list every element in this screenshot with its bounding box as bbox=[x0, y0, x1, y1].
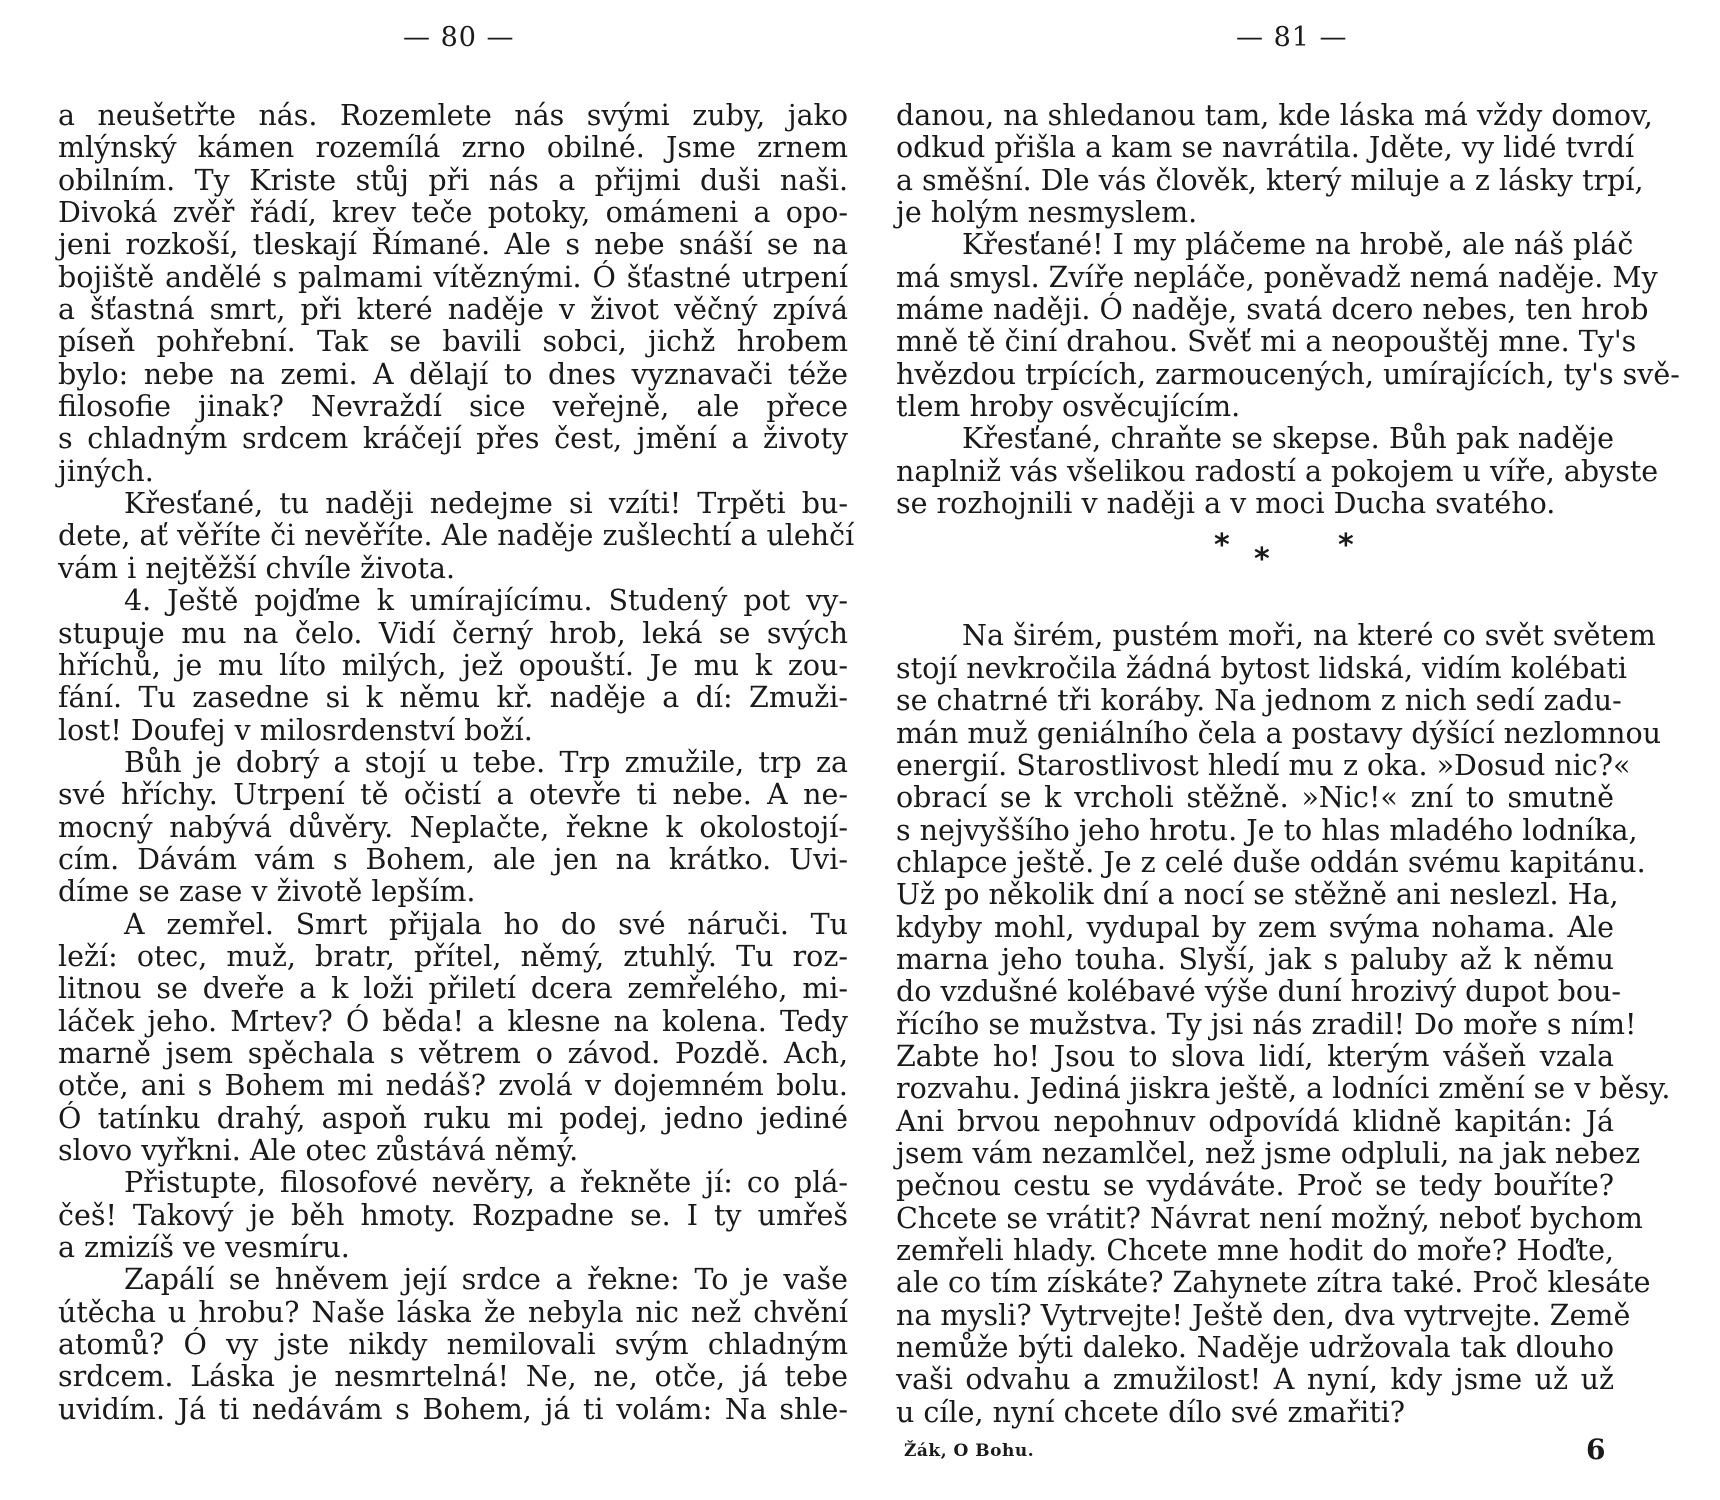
text-line: Křesťané, tu naději nedejme si vzíti! Trpěti bu- bbox=[124, 487, 848, 521]
text-line: řícího se mužstva. Ty jsi nás zradil! Do moře s ním! bbox=[896, 1007, 1637, 1041]
text-line: Divoká zvěř řádí, krev teče potoky, omámeni a opo- bbox=[58, 196, 848, 230]
text-line: u cíle, nyní chcete dílo své zmařiti? bbox=[896, 1395, 1406, 1429]
text-line: jsem vám nezamlčel, než jsme odpluli, na jak nebez bbox=[896, 1136, 1641, 1170]
text-line: tlem hroby osvěcujícím. bbox=[896, 390, 1241, 424]
text-line: Na širém, pustém moři, na které co svět světem bbox=[962, 619, 1656, 653]
page-number-left: — 80 — bbox=[403, 22, 515, 53]
text-line: ale co tím získáte? Zahynete zítra také. Proč klesáte bbox=[896, 1266, 1651, 1300]
text-line: mán muž geniálního čela a postavy dýšící nezlomnou bbox=[896, 716, 1662, 750]
text-line: mně tě činí drahou. Svěť mi a neopouštěj mne. Ty's bbox=[896, 325, 1637, 359]
text-line: Bůh je dobrý a stojí u tebe. Trp zmužile, trp za bbox=[124, 745, 848, 779]
text-line: Ani brvou nepohnuv odpovídá klidně kapitán: Já bbox=[896, 1104, 1614, 1138]
text-line: bylo: nebe na zemi. A dělají to dnes vyznavači téže bbox=[58, 357, 848, 391]
text-line: marně jsem spěchala s větrem o závod. Pozdě. Ach, bbox=[58, 1036, 848, 1070]
page-footer bbox=[896, 1435, 1614, 1475]
text-line: díme se zase v životě lepším. bbox=[58, 875, 476, 909]
left-page-text bbox=[58, 99, 855, 1426]
text-line: hvězdou trpících, zarmoucených, umírajících, ty's svě- bbox=[896, 357, 1680, 391]
text-line: nemůže býti daleko. Naděje udržovala tak dlouho bbox=[896, 1331, 1614, 1365]
text-line: s nejvyššího jeho hrotu. Je to hlas mladého lodníka, bbox=[896, 813, 1638, 847]
text-line: Křesťané! I my pláčeme na hrobě, ale náš pláč bbox=[962, 228, 1634, 262]
text-line: atomů? Ó vy jste nikdy nemilovali svým chladným bbox=[58, 1328, 848, 1362]
text-line: Přistupte, filosofové nevěry, a řekněte jí: co plá- bbox=[124, 1166, 848, 1200]
text-line: se rozhojnili v naději a v moci Ducha svatého. bbox=[896, 487, 1556, 521]
asterism-star: * bbox=[1214, 528, 1230, 564]
text-line: láček jeho. Mrtev? Ó běda! a klesne na kolena. Tedy bbox=[58, 1004, 848, 1038]
text-line: rozvahu. Jediná jiskra ještě, a lodníci změní se v běsy. bbox=[896, 1072, 1671, 1106]
text-line: a šťastná smrt, při které naděje v život věčný zpívá bbox=[58, 293, 848, 327]
text-line: hříchů, je mu líto milých, jež opouští. Je mu k zou- bbox=[58, 648, 848, 682]
page-number-right: — 81 — bbox=[1236, 22, 1348, 53]
text-line: Zapálí se hněvem její srdce a řekne: To je vaše bbox=[124, 1263, 848, 1297]
asterism-star: * bbox=[1338, 528, 1354, 564]
text-line: litnou se dveře a k loži přiletí dcera zemřelého, mi- bbox=[58, 972, 848, 1006]
text-line: odkud přišla a kam se navrátila. Jděte, vy lidé tvrdí bbox=[896, 131, 1635, 165]
text-line: naplniž vás všelikou radostí a pokojem u víře, abyste bbox=[896, 454, 1659, 488]
text-line: Chcete se vrátit? Návrat není možný, neboť bychom bbox=[896, 1201, 1643, 1235]
text-line: své hříchy. Utrpení tě očistí a otevře ti nebe. A ne- bbox=[58, 778, 848, 812]
text-line: a směšní. Dle vás člověk, který miluje a z lásky trpí, bbox=[896, 163, 1644, 197]
text-line: obilním. Ty Kriste stůj při nás a přijmi duši naši. bbox=[58, 163, 848, 197]
text-line: Ó tatínku drahý, aspoň ruku mi podej, jedno jediné bbox=[58, 1101, 848, 1135]
text-line: energií. Starostlivost hledí mu z oka. »Dosud nic?« bbox=[896, 748, 1631, 782]
text-line: vaši odvahu a zmužilost! A nyní, kdy jsme už už bbox=[896, 1363, 1614, 1397]
text-line: Už po několik dní a nocí se stěžně ani neslezl. Ha, bbox=[896, 878, 1619, 912]
text-line: cím. Dávám vám s Bohem, ale jen na krátko. Uvi- bbox=[58, 842, 848, 876]
text-line: na mysli? Vytrvejte! Ještě den, dva vytrvejte. Země bbox=[896, 1298, 1631, 1332]
text-line: máme naději. Ó naděje, svatá dcero nebes, ten hrob bbox=[896, 293, 1649, 327]
text-line: stupuje mu na čelo. Vidí černý hrob, leká se svých bbox=[58, 616, 848, 650]
text-line: chlapce ještě. Je z celé duše oddán svému kapitánu. bbox=[896, 845, 1646, 879]
text-line: Zabte ho! Jsou to slova lidí, kterým vášeň vzala bbox=[896, 1039, 1614, 1073]
signature-mark: 6 bbox=[1586, 1433, 1606, 1467]
text-line: jiných. bbox=[58, 454, 154, 488]
right-page-text bbox=[896, 99, 1680, 1475]
text-line: A zemřel. Smrt přijala ho do své náruči. Tu bbox=[124, 907, 848, 941]
asterism bbox=[896, 520, 1614, 620]
text-line: srdcem. Láska je nesmrtelná! Ne, ne, otče, já tebe bbox=[58, 1360, 848, 1394]
text-line: s chladným srdcem kráčejí přes čest, jmění a životy bbox=[58, 422, 848, 456]
right-page bbox=[896, 0, 1680, 1500]
left-page bbox=[58, 0, 855, 1500]
text-line: leží: otec, muž, bratr, přítel, němý, ztuhlý. Tu roz- bbox=[58, 939, 848, 973]
text-line: slovo vyřkni. Ale otec zůstává němý. bbox=[58, 1134, 579, 1167]
text-line: stojí nevkročila žádná bytost lidská, vidím kolébati bbox=[896, 651, 1627, 685]
text-line: píseň pohřební. Tak se bavili sobci, jichž hrobem bbox=[58, 325, 848, 359]
text-line: je holým nesmyslem. bbox=[896, 196, 1198, 230]
text-line: pečnou cestu se vydáváte. Proč se tedy bouříte? bbox=[896, 1169, 1614, 1203]
text-line: filosofie jinak? Nevraždí sice veřejně, ale přece bbox=[58, 390, 848, 424]
text-line: danou, na shledanou tam, kde láska má vždy domov, bbox=[896, 99, 1653, 132]
text-line: útěcha u hrobu? Naše láska že nebyla nic než chvění bbox=[58, 1295, 848, 1329]
text-line: Křesťané, chraňte se skepse. Bůh pak naděje bbox=[962, 422, 1614, 456]
text-line: a neušetřte nás. Rozemlete nás svými zuby, jako bbox=[58, 99, 848, 132]
text-line: dete, ať věříte či nevěříte. Ale naděje zušlechtí a ulehčí bbox=[58, 519, 855, 553]
text-line: češ! Takový je běh hmoty. Rozpadne se. I ty umřeš bbox=[58, 1198, 848, 1232]
text-line: jeni rozkoší, tleskají Římané. Ale s nebe snáší se na bbox=[58, 228, 848, 262]
text-line: fání. Tu zasedne si k němu kř. naděje a dí: Zmuži- bbox=[58, 681, 848, 715]
text-line: kdyby mohl, vydupal by zem svýma nohama. Ale bbox=[896, 910, 1614, 944]
footer-source: Žák, O Bohu. bbox=[904, 1441, 1035, 1462]
text-line: má smysl. Zvíře nepláče, poněvadž nemá naděje. My bbox=[896, 260, 1658, 294]
text-line: bojiště andělé s palmami vítěznými. Ó šťastné utrpení bbox=[58, 260, 848, 294]
asterism-star: * bbox=[1254, 542, 1270, 578]
text-line: obrací se k vrcholi stěžně. »Nic!« zní to smutně bbox=[896, 781, 1614, 815]
text-line: lost! Doufej v milosrdenství boží. bbox=[58, 713, 533, 747]
text-line: marna jeho touha. Slyší, jak s paluby až k němu bbox=[896, 942, 1614, 976]
text-line: 4. Ještě pojďme k umírajícímu. Studený pot vy- bbox=[124, 584, 848, 618]
text-line: uvidím. Já ti nedávám s Bohem, já ti volám: Na shle- bbox=[58, 1392, 848, 1426]
right-bottom-block bbox=[896, 619, 1671, 1429]
text-line: otče, ani s Bohem mi nedáš? zvolá v dojemném bolu. bbox=[58, 1069, 848, 1103]
text-line: se chatrné tři koráby. Na jednom z nich sedí zadu- bbox=[896, 684, 1622, 718]
text-line: mlýnský kámen rozemílá zrno obilné. Jsme zrnem bbox=[58, 131, 848, 165]
text-line: vám i nejtěžší chvíle života. bbox=[58, 551, 456, 585]
text-line: a zmizíš ve vesmíru. bbox=[58, 1231, 350, 1265]
right-top-block bbox=[896, 99, 1680, 521]
text-line: mocný nabývá důvěry. Neplačte, řekne k okolostojí- bbox=[58, 810, 848, 844]
text-line: zemřeli hlady. Chcete mne hodit do moře? Hoďte, bbox=[896, 1234, 1614, 1267]
text-line: do vzdušné kolébavé výše duní hrozivý dupot bou- bbox=[896, 975, 1622, 1009]
